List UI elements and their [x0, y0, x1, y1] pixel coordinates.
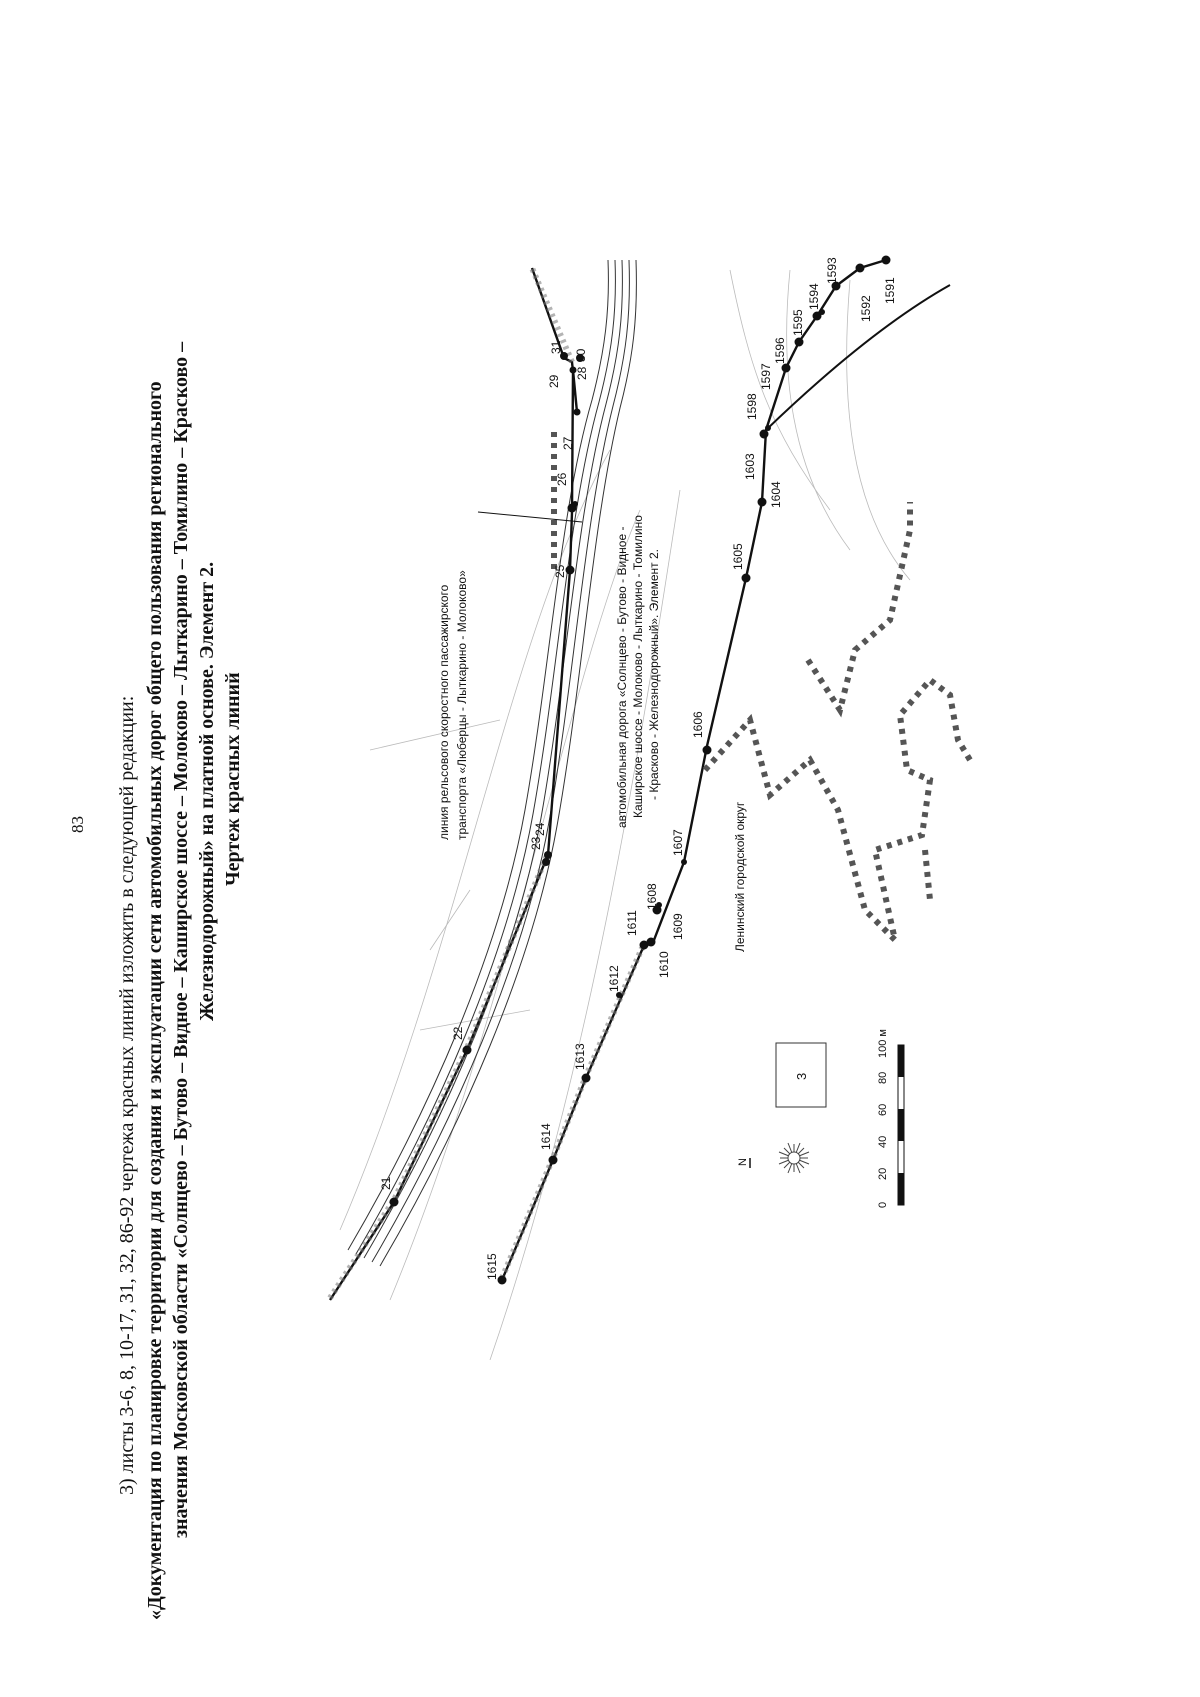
scale-bar	[877, 1029, 904, 1208]
label-1593: 1593	[825, 257, 839, 284]
road-label-line-2: Каширское шоссе - Молоково - Лыткарино - Томилино	[631, 515, 645, 818]
label-23: 23	[529, 836, 543, 850]
label-24: 24	[533, 822, 547, 836]
point-1613	[582, 1074, 591, 1083]
label-28: 28	[575, 366, 589, 380]
north-label: N	[737, 1158, 749, 1166]
rail-label-line-1: линия рельсового скоростного пассажирского	[437, 584, 451, 840]
scale-tick-60: 60	[877, 1103, 889, 1116]
rail-label-line-2: транспорта «Люберцы - Лыткарино - Молоково»	[455, 570, 469, 840]
label-1613: 1613	[573, 1043, 587, 1070]
label-27: 27	[561, 436, 575, 450]
sheet-number: 3	[794, 1072, 809, 1080]
sheet-number-box	[776, 1043, 826, 1107]
lower-points	[498, 256, 891, 1285]
point-1596	[795, 338, 804, 347]
point-1592	[856, 264, 865, 273]
label-31: 31	[549, 340, 563, 354]
label-1604: 1604	[769, 481, 783, 508]
label-1591: 1591	[883, 277, 897, 304]
scale-tick-0: 0	[877, 1201, 889, 1208]
page-number: 83	[68, 816, 87, 833]
label-1597: 1597	[759, 363, 773, 390]
label-1615: 1615	[485, 1253, 499, 1280]
label-30: 30	[574, 348, 588, 362]
label-1603: 1603	[743, 453, 757, 480]
label-1609: 1609	[671, 913, 685, 940]
label-1606: 1606	[691, 711, 705, 738]
label-1594: 1594	[807, 283, 821, 310]
point-1607	[681, 859, 687, 865]
lower-red-line	[502, 260, 950, 1280]
label-29: 29	[547, 374, 561, 388]
drawing-title: Чертеж красных линий	[222, 672, 244, 886]
label-1612: 1612	[607, 965, 621, 992]
point-1610	[647, 938, 656, 947]
label-1607: 1607	[671, 829, 685, 856]
point-27	[572, 501, 578, 507]
label-1610: 1610	[657, 951, 671, 978]
label-22: 22	[451, 1026, 465, 1040]
rail-label-leader	[478, 512, 582, 522]
label-1598: 1598	[745, 393, 759, 420]
document-title-line-2: значения Московской области «Солнцево – Бутово – Видное – Каширское шоссе – Молоково – Лыткарино – Томилино – Красково –	[170, 341, 192, 1538]
railway-corridor	[348, 260, 636, 1266]
point-1606	[703, 746, 712, 755]
intro-text: 3) листы 3-6, 8, 10-17, 31, 32, 86-92 чертежа красных линий изложить в следующей редакции:	[116, 695, 138, 1495]
document-title-line-1: «Документация по планировке территории для создания и эксплуатации сети автомобильных дорог общего пользования регионального	[144, 381, 166, 1620]
district-label: Ленинский городской округ	[733, 801, 747, 952]
point-1604	[758, 498, 767, 507]
point-22	[463, 1046, 472, 1055]
document-title-line-3: Железнодорожный» на платной основе. Элемент 2.	[196, 561, 218, 1021]
point-24	[544, 851, 552, 859]
north-arrow-icon	[737, 1143, 809, 1173]
point-23	[542, 858, 550, 866]
point-21	[390, 1198, 399, 1207]
scale-tick-100: 100 м	[877, 1029, 889, 1058]
point-1591	[882, 256, 891, 265]
label-1608: 1608	[645, 883, 659, 910]
road-label-line-1: автомобильная дорога «Солнцево - Бутово - Видное -	[615, 526, 629, 828]
road-label-line-3: - Красково - Железнодорожный». Элемент 2.	[647, 549, 661, 800]
point-1605	[742, 574, 751, 583]
red-lines-map	[310, 250, 1090, 1360]
point-1614	[549, 1156, 558, 1165]
scale-tick-80: 80	[877, 1071, 889, 1084]
label-1605: 1605	[731, 543, 745, 570]
label-1611: 1611	[625, 910, 639, 936]
point-28	[574, 409, 581, 416]
label-1592: 1592	[859, 295, 873, 322]
label-26: 26	[555, 472, 569, 486]
label-25: 25	[553, 564, 567, 578]
label-21: 21	[379, 1176, 393, 1190]
point-1598	[765, 425, 771, 431]
scale-tick-40: 40	[877, 1135, 889, 1148]
scale-tick-20: 20	[877, 1167, 889, 1180]
label-1614: 1614	[539, 1123, 553, 1150]
label-1596: 1596	[773, 337, 787, 364]
label-1595: 1595	[791, 309, 805, 336]
